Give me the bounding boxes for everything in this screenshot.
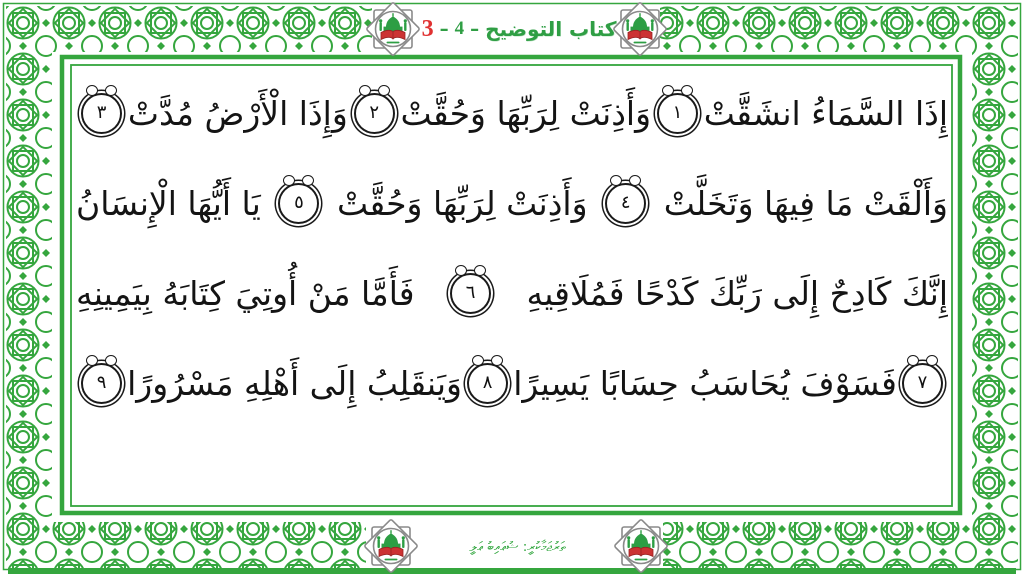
header bbox=[418, 6, 620, 52]
quran-line bbox=[76, 158, 948, 248]
verse-text: وَأَذِنَتْ لِرَبِّهَا وَحُقَّتْ bbox=[400, 93, 652, 133]
verse-text: فَأَمَّا مَنْ أُوتِيَ كِتَابَهُ بِيَمِينِهِ bbox=[76, 273, 415, 313]
ayah-marker: ٧ bbox=[902, 363, 943, 404]
footer bbox=[415, 529, 620, 565]
ayah-marker: ٣ bbox=[81, 93, 122, 134]
verse-text: يَا أَيُّهَا الْإِنسَانُ bbox=[76, 183, 261, 223]
verse-text: وَإِذَا الْأَرْضُ مُدَّتْ bbox=[127, 93, 348, 133]
header-dash: – bbox=[439, 18, 449, 40]
page-number: 3 bbox=[421, 15, 434, 42]
ayah-marker: ١ bbox=[657, 93, 698, 134]
ayah-marker: ٥ bbox=[278, 183, 319, 224]
quran-line bbox=[76, 248, 948, 338]
verse-text: وَأَذِنَتْ لِرَبِّهَا وَحُقَّتْ bbox=[337, 183, 588, 223]
book-title: كتاب التوضيح bbox=[485, 17, 617, 41]
part-number: 4 bbox=[454, 18, 465, 39]
ayah-marker: ٦ bbox=[450, 273, 491, 314]
quran-text-block bbox=[76, 68, 948, 440]
verse-text: وَيَنقَلِبُ إِلَى أَهْلِهِ مَسْرُورًا bbox=[127, 363, 462, 403]
ayah-marker: ٩ bbox=[81, 363, 122, 404]
verse-text: فَسَوْفَ يُحَاسَبُ حِسَابًا يَسِيرًا bbox=[513, 363, 897, 403]
ayah-marker: ٨ bbox=[467, 363, 508, 404]
verse-text: إِنَّكَ كَادِحٌ إِلَى رَبِّكَ كَدْحًا فَمُلَاقِيهِ bbox=[526, 273, 948, 313]
header-dash: – bbox=[470, 18, 480, 40]
quran-line bbox=[76, 68, 948, 158]
ayah-marker: ٢ bbox=[354, 93, 395, 134]
verse-text: إِذَا السَّمَاءُ انشَقَّتْ bbox=[703, 93, 948, 133]
translator-credit: ތަރުޖަމާކުރީ: ޝުޢައިބު ޢަލީ bbox=[469, 539, 566, 555]
verse-text: وَأَلْقَتْ مَا فِيهَا وَتَخَلَّتْ bbox=[663, 183, 948, 223]
quran-line bbox=[76, 338, 948, 428]
ayah-marker: ٤ bbox=[605, 183, 646, 224]
